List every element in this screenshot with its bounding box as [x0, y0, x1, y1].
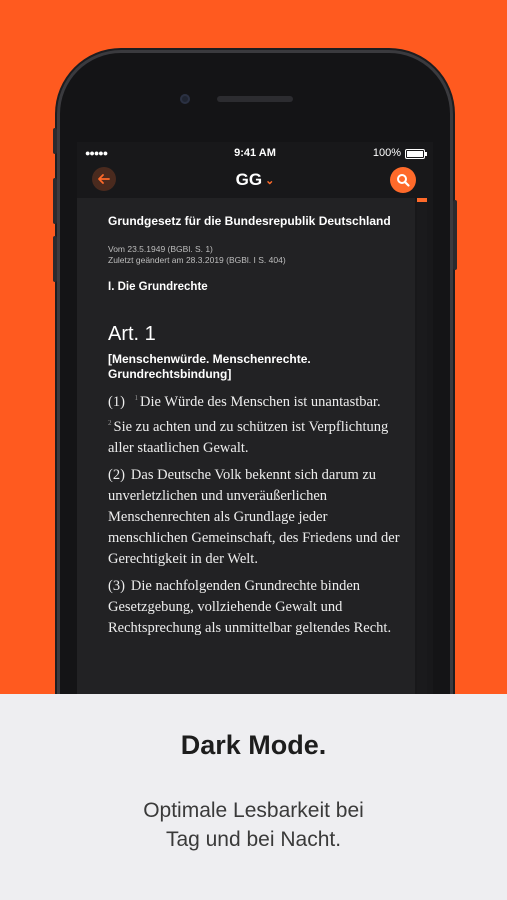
- phone-frame: [57, 50, 453, 770]
- sentence-number: 2: [108, 418, 112, 427]
- promo-line-1: Optimale Lesbarkeit bei: [143, 799, 364, 822]
- promo-line-2: Tag und bei Nacht.: [165, 828, 342, 851]
- document-body: [108, 214, 408, 639]
- paragraph-text: Die nachfolgenden Grundrechte binden Gesetzgebung, vollziehende Gewalt und Rechtsprechung als unmittelbar geltendes Recht.: [108, 577, 392, 636]
- section-heading: I. Die Grundrechte: [108, 281, 208, 293]
- search-button[interactable]: [390, 167, 416, 193]
- power-button: [453, 200, 457, 270]
- signal-icon: ●●●●●: [85, 148, 108, 158]
- mute-switch: [53, 128, 57, 154]
- sentence-text: Sie zu achten und zu schützen ist Verpflichtung aller staatlichen Gewalt.: [108, 418, 389, 456]
- chevron-down-icon: ⌄: [265, 175, 275, 188]
- article-heading: Art. 1: [108, 323, 156, 345]
- app-screen: [77, 142, 433, 770]
- paragraph-text: Das Deutsche Volk bekennt sich darum zu unverletzlichen und unveräußerlichen Menschenrechten als Grundlage jeder menschlichen Gemeinschaft, des Friedens und der Gerechtigkeit in der Welt.: [108, 466, 400, 567]
- paragraph-number: (2): [108, 466, 125, 483]
- navigation-bar: [77, 164, 433, 198]
- scrollbar-thumb[interactable]: [417, 198, 427, 202]
- document-view[interactable]: [77, 198, 415, 770]
- paragraph-1[interactable]: [108, 388, 408, 459]
- document-title: Grundgesetz für die Bundesrepublik Deutschland: [108, 214, 391, 228]
- promo-panel: [0, 694, 507, 900]
- paragraph-2[interactable]: [108, 465, 408, 570]
- battery-percentage: 100%: [372, 147, 401, 159]
- status-time: 9:41 AM: [234, 147, 276, 159]
- promo-subtitle: [0, 796, 507, 854]
- paragraph-number: (3): [108, 577, 125, 594]
- scrollbar[interactable]: [417, 198, 427, 770]
- paragraph-3[interactable]: [108, 576, 408, 639]
- promo-heading: Dark Mode.: [180, 730, 327, 760]
- article-subheading: [Menschenwürde. Menschenrechte. Grundrechtsbindung]: [108, 352, 311, 381]
- search-icon: [396, 173, 410, 187]
- volume-up-button: [53, 178, 57, 224]
- front-camera: [180, 94, 190, 104]
- battery-icon: [405, 149, 425, 159]
- earpiece-speaker: [217, 96, 293, 102]
- law-selector[interactable]: [77, 170, 433, 190]
- document-meta: [108, 244, 408, 266]
- meta-date-enacted: Vom 23.5.1949 (BGBl. S. 1): [108, 244, 213, 254]
- paragraph-number: (1): [108, 393, 125, 410]
- nav-title: GG: [235, 170, 263, 189]
- sentence-number: 1: [134, 394, 139, 402]
- volume-down-button: [53, 236, 57, 282]
- meta-date-amended: Zuletzt geändert am 28.3.2019 (BGBl. I S. 404): [108, 255, 286, 265]
- status-bar: [77, 142, 433, 164]
- sentence-text: Die Würde des Menschen ist unantastbar.: [140, 393, 381, 410]
